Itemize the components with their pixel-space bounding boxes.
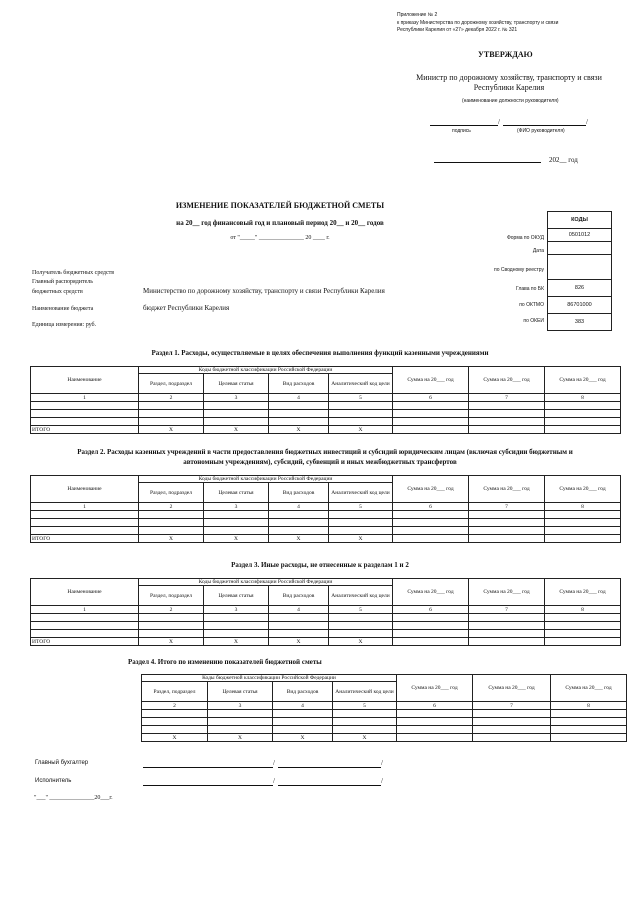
num-4: 4: [269, 606, 329, 614]
codes-header: КОДЫ: [548, 212, 612, 229]
x-mark: X: [333, 734, 397, 742]
table-row: [31, 622, 621, 630]
x-mark: X: [329, 426, 393, 434]
x-mark: X: [208, 734, 273, 742]
manager-label-2: бюджетных средств: [32, 289, 83, 295]
num-7: 7: [469, 394, 545, 402]
col-sum-3: Сумма на 20___ год: [545, 476, 621, 503]
col-section: Раздел, подраздел: [139, 374, 204, 394]
col-sum-1: Сумма на 20___ год: [397, 675, 473, 702]
minister-line-2: Республики Карелия: [473, 83, 545, 92]
num-1: 1: [31, 606, 139, 614]
code-oktmo: 86701000: [548, 297, 612, 314]
x-mark: X: [273, 734, 333, 742]
chief-accountant-label: Главный бухгалтер: [35, 760, 89, 766]
executor-slash-1: /: [273, 777, 275, 785]
num-5: 5: [333, 702, 397, 710]
col-name: Наименование: [31, 367, 139, 394]
total-label: ИТОГО: [31, 535, 139, 543]
col-sum-2: Сумма на 20___ год: [469, 476, 545, 503]
slash-1: /: [498, 118, 500, 126]
section-2-title-line-2: автономным учреждениям), субсидий, субвенций и иных межбюджетных трансфертов: [183, 458, 457, 466]
col-sum-2: Сумма на 20___ год: [469, 367, 545, 394]
code-okud: 0501012: [548, 229, 612, 242]
col-analytic: Аналитический код цели: [329, 483, 393, 503]
num-3: 3: [204, 394, 269, 402]
fio-line: [503, 125, 586, 126]
code-label-okud: Форма по ОКУД: [506, 235, 544, 241]
slash-2: /: [586, 118, 588, 126]
budget-label: Наименование бюджета: [32, 306, 94, 312]
num-1: 1: [31, 503, 139, 511]
table-row: [31, 614, 621, 622]
col-sum-2: Сумма на 20___ год: [469, 579, 545, 606]
total-row: [31, 426, 621, 434]
col-section: Раздел, подраздел: [142, 682, 208, 702]
col-sum-3: Сумма на 20___ год: [545, 579, 621, 606]
num-5: 5: [329, 394, 393, 402]
num-6: 6: [397, 702, 473, 710]
num-2: 2: [139, 503, 204, 511]
x-mark: X: [329, 638, 393, 646]
appendix-line-1: к приказу Министерства по дорожному хозяйству, транспорту и связи: [397, 20, 559, 26]
code-label-bk: Глава по БК: [516, 286, 544, 292]
total-label: ИТОГО: [31, 426, 139, 434]
col-expense-type: Вид расходов: [273, 682, 333, 702]
col-codes-group: Коды бюджетной классификации Российской Федерации: [139, 579, 393, 586]
recipient-label: Получатель бюджетных средств: [32, 270, 115, 276]
table-row: [142, 718, 627, 726]
num-7: 7: [469, 503, 545, 511]
table-row: [142, 726, 627, 734]
document-subtitle: на 20__ год финансовый год и плановый период 20__ и 20__ годов: [176, 219, 384, 227]
col-codes-group: Коды бюджетной классификации Российской Федерации: [142, 675, 397, 682]
x-mark: X: [142, 734, 208, 742]
section-3-table: [30, 578, 621, 646]
section-4-title: Раздел 4. Итого по изменению показателей бюджетной сметы: [128, 658, 322, 666]
col-article: Целевая статья: [208, 682, 273, 702]
code-label-registry: по Сводному реестру: [494, 267, 544, 273]
x-mark: X: [269, 426, 329, 434]
num-2: 2: [139, 606, 204, 614]
table-row: [31, 519, 621, 527]
col-sum-2: Сумма на 20___ год: [473, 675, 551, 702]
code-okei: 383: [548, 314, 612, 331]
code-registry: [548, 255, 612, 280]
approve-date-line: [434, 162, 541, 163]
section-4-table: [141, 674, 627, 742]
code-label-date: Дата: [532, 248, 544, 254]
fio-caption: (ФИО руководителя): [517, 128, 565, 134]
col-sum-3: Сумма на 20___ год: [545, 367, 621, 394]
num-8: 8: [545, 394, 621, 402]
signature-caption: подпись: [452, 128, 471, 134]
appendix-title: Приложение № 2: [397, 12, 438, 18]
num-4: 4: [269, 503, 329, 511]
col-name: Наименование: [31, 579, 139, 606]
num-7: 7: [469, 606, 545, 614]
table-row: [31, 402, 621, 410]
chief-accountant-signature-line: [143, 767, 273, 768]
col-name: Наименование: [31, 476, 139, 503]
minister-line-1: Министр по дорожному хозяйству, транспорту и связи: [416, 73, 602, 82]
col-sum-1: Сумма на 20___ год: [393, 367, 469, 394]
col-article: Целевая статья: [204, 586, 269, 606]
x-mark: X: [329, 535, 393, 543]
document-date: от "_____" _______________ 20 ____ г.: [230, 235, 330, 241]
col-section: Раздел, подраздел: [139, 483, 204, 503]
section-2-table: [30, 475, 621, 543]
col-analytic: Аналитический код цели: [333, 682, 397, 702]
chief-accountant-slash-1: /: [273, 759, 275, 767]
col-sum-3: Сумма на 20___ год: [551, 675, 627, 702]
document-title: ИЗМЕНЕНИЕ ПОКАЗАТЕЛЕЙ БЮДЖЕТНОЙ СМЕТЫ: [175, 201, 385, 210]
num-8: 8: [545, 503, 621, 511]
approve-label: УТВЕРЖДАЮ: [478, 50, 533, 59]
code-date: [548, 242, 612, 255]
num-3: 3: [208, 702, 273, 710]
num-5: 5: [329, 503, 393, 511]
budget-value: бюджет Республики Карелия: [143, 304, 230, 312]
x-mark: X: [139, 638, 204, 646]
total-row: [142, 734, 627, 742]
approve-date-year: 202__ год: [549, 156, 578, 164]
col-sum-1: Сумма на 20___ год: [393, 579, 469, 606]
signature-line: [430, 125, 498, 126]
x-mark: X: [269, 638, 329, 646]
x-mark: X: [139, 535, 204, 543]
num-8: 8: [551, 702, 627, 710]
col-codes-group: Коды бюджетной классификации Российской Федерации: [139, 367, 393, 374]
num-2: 2: [142, 702, 208, 710]
x-mark: X: [204, 638, 269, 646]
num-4: 4: [269, 394, 329, 402]
num-4: 4: [273, 702, 333, 710]
total-label: ИТОГО: [31, 638, 139, 646]
codes-table: [547, 211, 612, 331]
code-label-oktmo: по ОКТМО: [519, 302, 544, 308]
total-row: [31, 535, 621, 543]
num-3: 3: [204, 503, 269, 511]
section-1-table: [30, 366, 621, 434]
num-6: 6: [393, 606, 469, 614]
col-analytic: Аналитический код цели: [329, 586, 393, 606]
code-bk: 826: [548, 280, 612, 297]
unit-label: Единица измерения: руб.: [32, 322, 97, 328]
chief-accountant-slash-2: /: [381, 759, 383, 767]
col-section: Раздел, подраздел: [139, 586, 204, 606]
section-2-title-line-1: Раздел 2. Расходы казенных учреждений в части предоставления бюджетных инвестиций и субсидий юридическим лицам (включая субсидии бюджетным и: [77, 448, 573, 456]
col-expense-type: Вид расходов: [269, 586, 329, 606]
table-row: [31, 630, 621, 638]
section-1-title: Раздел 1. Расходы, осуществляемые в целях обеспечения выполнения функций казенными учреждениями: [151, 349, 489, 357]
executor-name-line: [278, 785, 381, 786]
x-mark: X: [204, 535, 269, 543]
executor-signature-line: [143, 785, 273, 786]
num-8: 8: [545, 606, 621, 614]
x-mark: X: [269, 535, 329, 543]
col-analytic: Аналитический код цели: [329, 374, 393, 394]
total-row: [31, 638, 621, 646]
x-mark: X: [204, 426, 269, 434]
num-3: 3: [204, 606, 269, 614]
section-3-title: Раздел 3. Иные расходы, не отнесенные к разделам 1 и 2: [231, 561, 409, 569]
num-7: 7: [473, 702, 551, 710]
num-6: 6: [393, 394, 469, 402]
executor-slash-2: /: [381, 777, 383, 785]
manager-value: Министерство по дорожному хозяйству, транспорту и связи Республики Карелия: [143, 287, 385, 295]
executor-label: Исполнитель: [35, 778, 72, 784]
appendix-line-2: Республики Карелия от «27» декабря 2022 г. № 321: [397, 27, 518, 33]
table-row: [31, 511, 621, 519]
table-row: [142, 710, 627, 718]
col-article: Целевая статья: [204, 483, 269, 503]
x-mark: X: [139, 426, 204, 434]
col-expense-type: Вид расходов: [269, 483, 329, 503]
num-2: 2: [139, 394, 204, 402]
footer-date: "___" _______________20___г.: [34, 795, 113, 801]
table-row: [31, 410, 621, 418]
col-sum-1: Сумма на 20___ год: [393, 476, 469, 503]
table-row: [31, 418, 621, 426]
manager-label-1: Главный распорядитель: [32, 279, 94, 285]
col-article: Целевая статья: [204, 374, 269, 394]
chief-accountant-name-line: [278, 767, 381, 768]
table-row: [31, 527, 621, 535]
col-expense-type: Вид расходов: [269, 374, 329, 394]
position-caption: (наименование должности руководителя): [462, 98, 559, 104]
code-label-okei: по ОКЕИ: [523, 318, 544, 324]
num-1: 1: [31, 394, 139, 402]
num-5: 5: [329, 606, 393, 614]
num-6: 6: [393, 503, 469, 511]
col-codes-group: Коды бюджетной классификации Российской Федерации: [139, 476, 393, 483]
